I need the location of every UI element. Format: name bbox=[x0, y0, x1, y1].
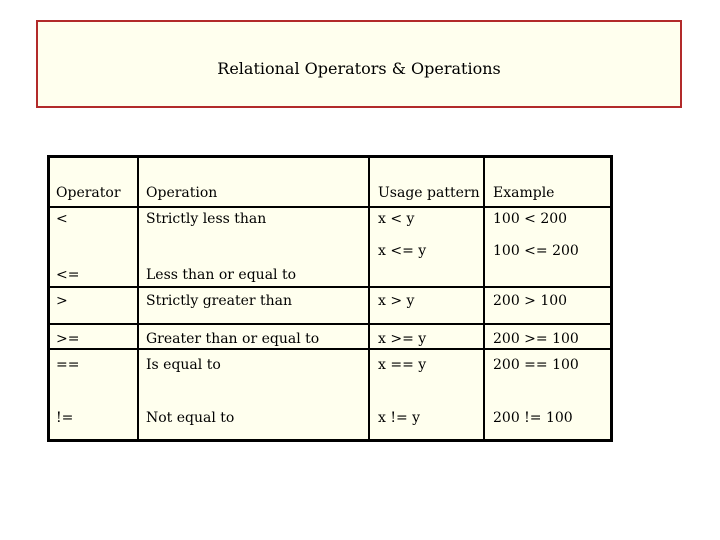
row-operation: Strictly less than bbox=[146, 211, 267, 227]
row-operation: Is equal to bbox=[146, 357, 221, 373]
row-example: 200 > 100 bbox=[493, 293, 568, 309]
header-usage: Usage pattern bbox=[378, 185, 480, 201]
title-box bbox=[36, 20, 682, 108]
row-operator: <= bbox=[56, 267, 80, 283]
header-example: Example bbox=[493, 185, 555, 201]
column-divider bbox=[137, 158, 139, 439]
header-operator: Operator bbox=[56, 185, 121, 201]
row-divider bbox=[50, 323, 610, 325]
row-example: 100 < 200 bbox=[493, 211, 568, 227]
row-operator: >= bbox=[56, 331, 80, 347]
row-operation: Less than or equal to bbox=[146, 267, 297, 283]
row-example: 200 >= 100 bbox=[493, 331, 579, 347]
header-operation: Operation bbox=[146, 185, 218, 201]
slide-title: Relational Operators & Operations bbox=[217, 59, 501, 78]
row-operation: Strictly greater than bbox=[146, 293, 293, 309]
row-operator: != bbox=[56, 410, 74, 426]
row-operator: < bbox=[56, 211, 68, 227]
row-operator: > bbox=[56, 293, 68, 309]
row-divider bbox=[50, 348, 610, 350]
row-operation: Greater than or equal to bbox=[146, 331, 320, 347]
row-operator: == bbox=[56, 357, 80, 373]
row-usage: x <= y bbox=[378, 243, 427, 259]
row-usage: x > y bbox=[378, 293, 415, 309]
row-usage: x < y bbox=[378, 211, 415, 227]
operators-table bbox=[47, 155, 613, 442]
row-usage: x != y bbox=[378, 410, 421, 426]
row-example: 100 <= 200 bbox=[493, 243, 579, 259]
row-operation: Not equal to bbox=[146, 410, 235, 426]
row-usage: x >= y bbox=[378, 331, 427, 347]
row-divider bbox=[50, 206, 610, 208]
row-example: 200 != 100 bbox=[493, 410, 573, 426]
column-divider bbox=[483, 158, 485, 439]
column-divider bbox=[368, 158, 370, 439]
row-example: 200 == 100 bbox=[493, 357, 579, 373]
row-usage: x == y bbox=[378, 357, 427, 373]
row-divider bbox=[50, 286, 610, 288]
